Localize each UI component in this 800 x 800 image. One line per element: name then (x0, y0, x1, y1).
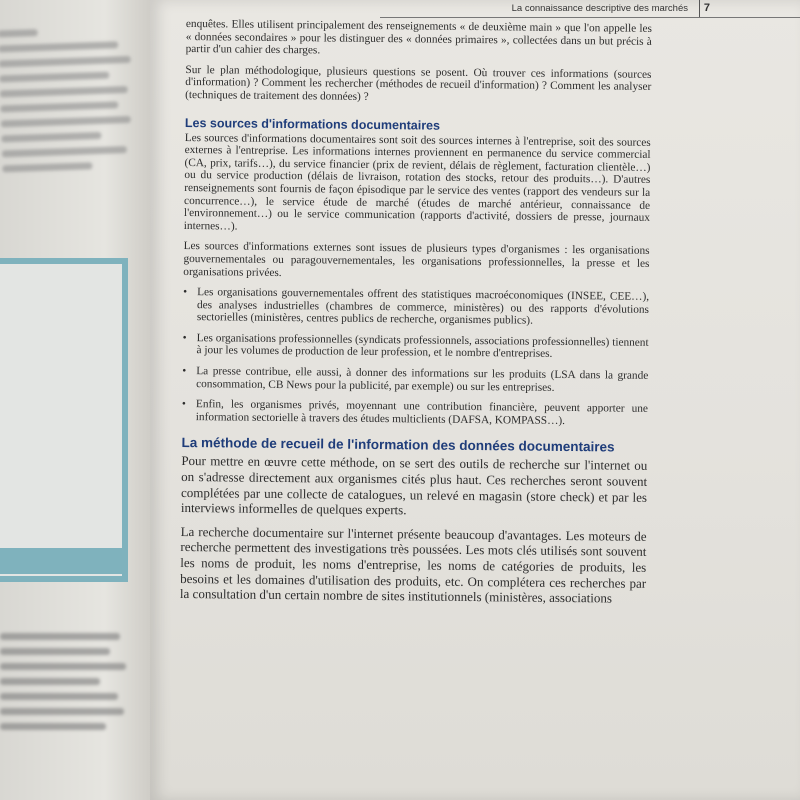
sources-paragraph-2: Les sources d'informations externes sont issues de plusieurs types d'organismes : les organisations gouvernementales ou paragouvernementales, les organisations professionnelles, la presse et les organisations privées. (183, 240, 650, 279)
list-item (182, 365, 648, 395)
page-content (180, 18, 652, 615)
left-page-blurred-text (0, 18, 143, 181)
list-item (182, 398, 648, 428)
list-item (182, 332, 648, 362)
chapter-title: La connaissance descriptive des marchés (511, 3, 688, 14)
bullet-icon: • (181, 398, 186, 411)
methode-paragraph-1: Pour mettre en œuvre cette méthode, on se sert des outils de recherche sur l'internet ou on s'adresse directement aux organismes cités plus haut. Ces recherches seront souvent complétées par une collecte de catalogues, un relevé en magasin (store check) et par les interviews informelles de quelques experts. (180, 453, 648, 518)
intro-paragraph-1: enquêtes. Elles utilisent principalement des renseignements « de deuxième main » que l'on appelle les « données secondaires » pour les distinguer des « données primaires », collectées dans un but précis à partir d'un cahier des charges. (185, 18, 652, 57)
header-separator (699, 0, 700, 17)
small-text-block (182, 18, 652, 428)
large-text-block (180, 435, 648, 606)
intro-paragraph-2: Sur le plan méthodologique, plusieurs questions se posent. Où trouver ces informations (sources d'information) ? Comment les rechercher (méthodes de recueil d'information) ? Comment les analyser (techniques de traitement des données) ? (185, 63, 652, 103)
bullet-icon: • (183, 286, 188, 299)
running-header (380, 0, 800, 18)
methode-paragraph-2: La recherche documentaire sur l'internet présente beaucoup d'avantages. Les moteurs de recherche permettent des investigations très poussées. Les mots clés utilisés sont souvent les noms de produit, les noms d'entreprise, les noms de catégories de produits, les besoins et les domaines d'utilisation des produits, etc. On complétera ces recherches par la consultation d'un certain nombre de sites institutionnels (ministères, associations (179, 523, 647, 606)
book-page (150, 0, 800, 800)
list-item-text: Les organisations professionnelles (syndicats professionnels, associations professionnelles) tiennent à jour les volumes de production de leur profession, et le nombre d'entreprises. (196, 332, 649, 361)
bullet-icon: • (182, 331, 187, 344)
list-item-text: Les organisations gouvernementales offrent des statistiques macroéconomiques (INSEE, CEE…), des analyses industrielles (chambres de commerce, ministères) ou des rapports d'évolutions sectorielles (ministères, centres publics de recherche, organismes publics). (196, 286, 650, 327)
left-page-sidebar-box (0, 258, 128, 582)
sources-bullet-list (182, 286, 649, 428)
section-heading-sources: Les sources d'informations documentaires (184, 115, 441, 133)
list-item (183, 286, 649, 329)
section-heading-methode: La méthode de recueil de l'information des données documentaires (181, 435, 615, 455)
bullet-icon: • (182, 365, 187, 378)
sources-paragraph-1: Les sources d'informations documentaires sont soit des sources internes à l'entreprise, soit des sources externes à l'entreprise. Les informations internes proviennent en permanence du service commercial (CA, prix, tarifs…), du service financier (prix de revient, délais de règlement, facturation clientèle…) ou du service production (délais de livraison, rotation des stocks, retour des produits…). D'autres renseignements sont fournis de façon épisodique par le service des ventes (rapport des vendeurs sur la concurrence…), le service étude de marché (études de marché antérieur, connaissance de l'environnement…) ou le service communication (rapports d'activité, dossiers de presse, journaux internes…). (183, 131, 651, 233)
left-page-lower-text (0, 625, 130, 738)
left-facing-page (0, 0, 150, 800)
page-number: 7 (703, 2, 710, 14)
left-page-sidebar-bar (0, 548, 128, 574)
list-item-text: Enfin, les organismes privés, moyennant une contribution financière, peuvent apporter une information sectorielle à travers des études multiclients (DAFSA, KOMPASS…). (195, 398, 648, 427)
list-item-text: La presse contribue, elle aussi, à donner des informations sur les produits (LSA dans la grande consommation, CB News pour la publicité, par exemple) ou sur les entreprises. (196, 365, 649, 394)
